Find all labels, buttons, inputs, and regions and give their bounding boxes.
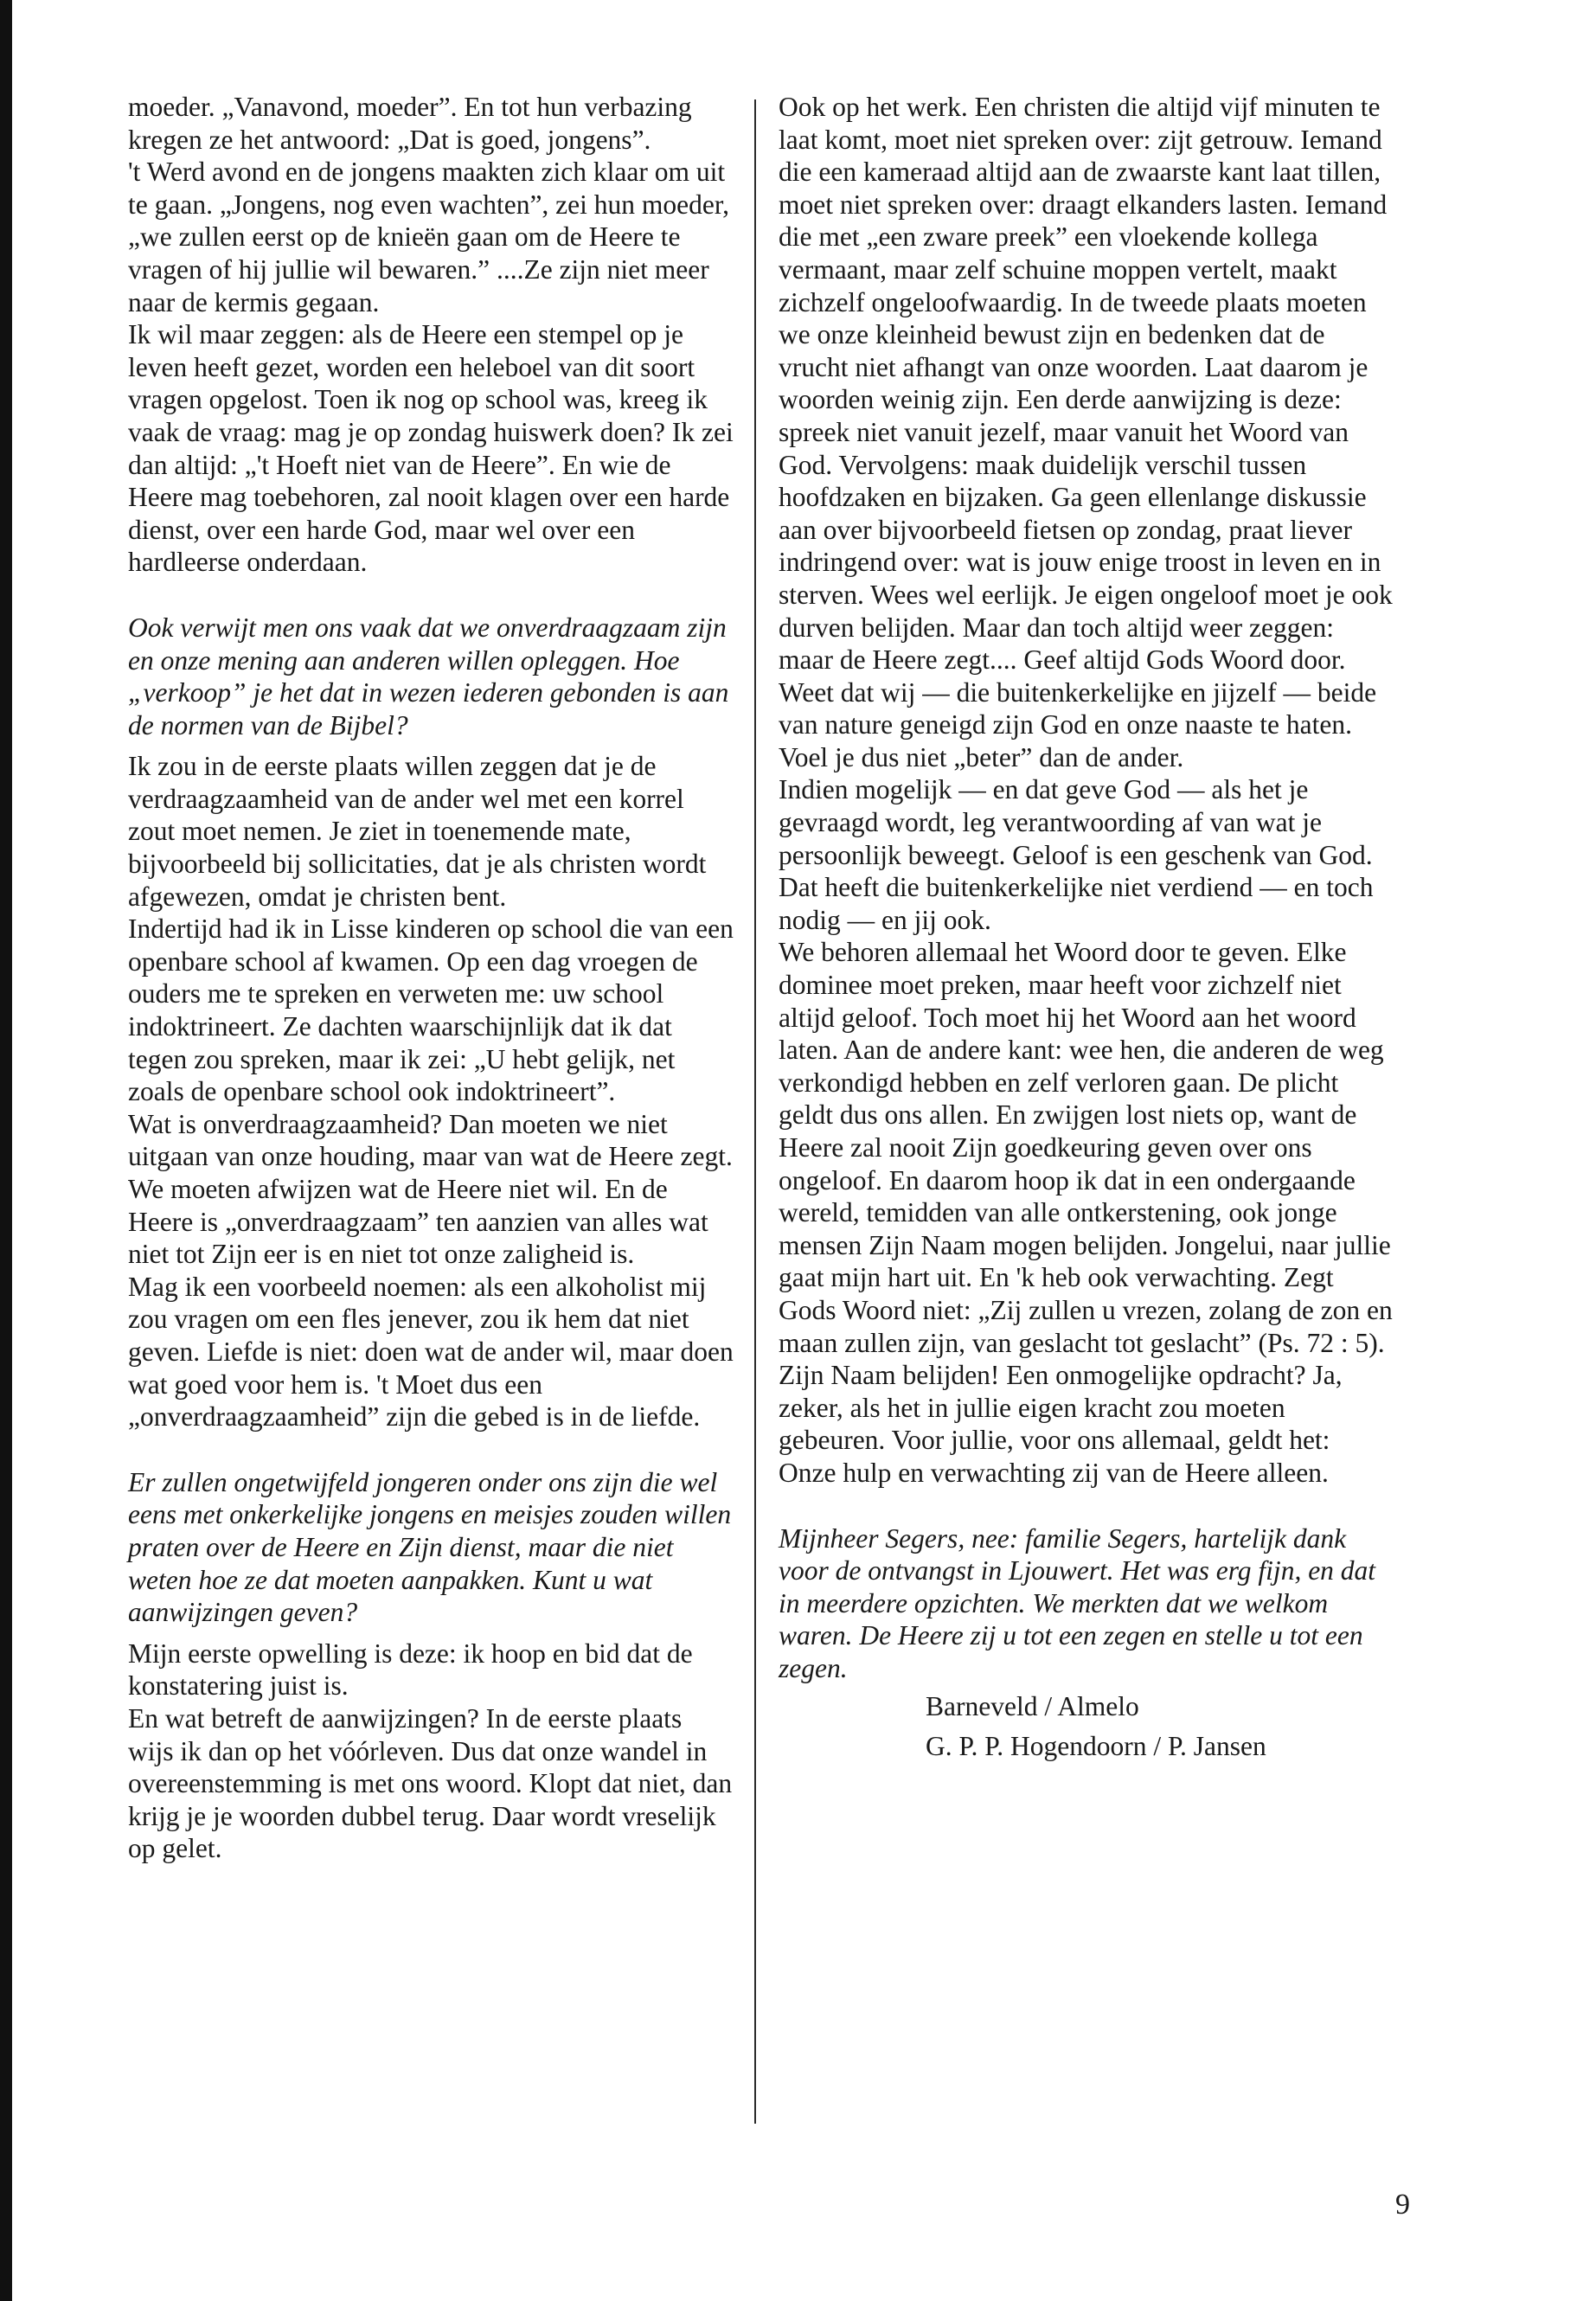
paragraph: Ik wil maar zeggen: als de Heere een stempel op je leven heeft gezet, worden een heleboel van dit soort vragen opgelost. Toen ik nog op school was, kreeg ik vaak de vraag: mag je op zondag huiswerk doen? Ik zei dan altijd: „'t Hoeft niet van de Heere”. En wie de Heere mag toebehoren, zal nooit klagen over een harde dienst, over een harde God, maar wel over een hardleerse onderdaan.: [128, 319, 734, 578]
closing-thanks: Mijnheer Segers, nee: familie Segers, hartelijk dank voor de ontvangst in Ljouwert. Het was erg fijn, en dat in meerdere opzichten. We merkten dat we welkom waren. De Heere zij u tot een zegen en stelle u tot een zegen.: [779, 1522, 1376, 1683]
paragraph: En wat betreft de aanwijzingen? In de eerste plaats wijs ik dan op het vóórleven. Dus dat onze wandel in overeenstemming is met ons woord. Klopt dat niet, dan krijg je je woorden dubbel terug. Daar wordt vreselijk op gelet.: [128, 1702, 733, 1864]
paragraph: Indien mogelijk — en dat geve God — als het je gevraagd wordt, leg verantwoording af van wat je persoonlijk beweegt. Geloof is een geschenk van God. Dat heeft die buitenkerkelijke niet verdiend — en toch nodig — en jij ook.: [779, 774, 1374, 935]
left-column: [128, 91, 734, 1865]
paragraph: Weet dat wij — die buitenkerkelijke en jijzelf — beide van nature geneigd zijn God en onze naaste te haten. Voel je dus niet „beter” dan de ander.: [779, 676, 1377, 772]
signature-places: Barneveld / Almelo: [926, 1690, 1139, 1721]
interview-answer: Ik zou in de eerste plaats willen zeggen dat je de verdraagzaamheid van de ander wel met een korrel zout moet nemen. Je ziet in toenemende mate, bijvoorbeeld bij sollicitaties, dat je als christen wordt afgewezen, omdat je christen bent.: [128, 751, 707, 912]
right-column: [779, 91, 1393, 1766]
page-number: 9: [1395, 2189, 1410, 2221]
page-edge-shadow: [0, 0, 12, 2301]
signature-names: G. P. P. Hogendoorn / P. Jansen: [926, 1730, 1266, 1761]
paragraph: 't Werd avond en de jongens maakten zich klaar om uit te gaan. „Jongens, nog even wachten”, zei hun moeder, „we zullen eerst op de knieën gaan om de Heere te vragen of hij jullie wil bewaren.” ....Ze zijn niet meer naar de kermis gegaan.: [128, 157, 729, 317]
paragraph: We behoren allemaal het Woord door te geven. Elke dominee moet preken, maar heeft voor zichzelf niet altijd geloof. Toch moet hij het Woord aan het woord laten. Aan de andere kant: wee hen, die anderen de weg verkondigd hebben en zelf verloren gaan. De plicht geldt dus ons allen. En zwijgen lost niets op, want de Heere zal nooit Zijn goedkeuring geven over ons ongeloof. En daarom hoop ik dat in een ondergaande wereld, temidden van alle ontkerstening, ook jonge mensen Zijn Naam mogen belijden. Jongelui, naar jullie gaat mijn hart uit. En 'k heb ook verwachting. Zegt Gods Woord niet: „Zij zullen u vrezen, zolang de zon en maan zullen zijn, van geslacht tot geslacht” (Ps. 72 : 5). Zijn Naam belijden! Een onmogelijke opdracht? Ja, zeker, als het in jullie eigen kracht zou moeten gebeuren. Voor jullie, voor ons allemaal, geldt het: Onze hulp en verwachting zij van de Heere alleen.: [779, 937, 1393, 1488]
paragraph: Indertijd had ik in Lisse kinderen op school die van een openbare school af kwamen. Op een dag vroegen de ouders me te spreken en verweten me: uw school indoktrineert. Ze dachten waarschijnlijk dat ik dat tegen zou spreken, maar ik zei: „U hebt gelijk, net zoals de openbare school ook indoktrineert”.: [128, 913, 734, 1107]
paragraph: Wat is onverdraagzaamheid? Dan moeten we niet uitgaan van onze houding, maar van wat de Heere zegt. We moeten afwijzen wat de Heere niet wil. En de Heere is „onverdraagzaam” ten aanzien van alles wat niet tot Zijn eer is en niet tot onze zaligheid is.: [128, 1108, 733, 1270]
paragraph: moeder. „Vanavond, moeder”. En tot hun verbazing kregen ze het antwoord: „Dat is goed, jongens”.: [128, 92, 692, 155]
paragraph: Mag ik een voorbeeld noemen: als een alkoholist mij zou vragen om een fles jenever, zou ik hem dat niet geven. Liefde is niet: doen wat de ander wil, maar doen wat goed voor hem is. 't Moet dus een „onverdraagzaamheid” zijn die gebed is in de liefde.: [128, 1271, 734, 1433]
signature-block: [779, 1687, 1393, 1766]
interview-question: Ook verwijt men ons vaak dat we onverdraagzaam zijn en onze mening aan anderen willen opleggen. Hoe „verkoop” je het dat in wezen iederen gebonden is aan de normen van de Bijbel?: [128, 612, 729, 740]
interview-answer: Mijn eerste opwelling is deze: ik hoop en bid dat de konstatering juist is.: [128, 1638, 693, 1702]
interview-question: Er zullen ongetwijfeld jongeren onder ons zijn die wel eens met onkerkelijke jongens en meisjes zouden willen praten over de Heere en Zijn dienst, maar die niet weten hoe ze dat moeten aanpakken. Kunt u wat aanwijzingen geven?: [128, 1466, 732, 1628]
paragraph: Ook op het werk. Een christen die altijd vijf minuten te laat komt, moet niet spreken over: zijt getrouw. Iemand die een kameraad altijd aan de zwaarste kant laat tillen, moet niet spreken over: draagt elkanders lasten. Iemand die met „een zware preek” een vloekende kollega vermaant, maar zelf schuine moppen vertelt, maakt zichzelf ongeloofwaardig. In de tweede plaats moeten we onze kleinheid bewust zijn en bedenken dat de vrucht niet afhangt van onze woorden. Laat daarom je woorden weinig zijn. Een derde aanwijzing is deze: spreek niet vanuit jezelf, maar vanuit het Woord van God. Vervolgens: maak duidelijk verschil tussen hoofdzaken en bijzaken. Ga geen ellenlange diskussie aan over bijvoorbeeld fietsen op zondag, praat liever indringend over: wat is jouw enige troost in leven en in sterven. Wees wel eerlijk. Je eigen ongeloof moet je ook durven belijden. Maar dan toch altijd weer zeggen: maar de Heere zegt.... Geef altijd Gods Woord door.: [779, 92, 1393, 676]
column-divider: [754, 99, 756, 2124]
